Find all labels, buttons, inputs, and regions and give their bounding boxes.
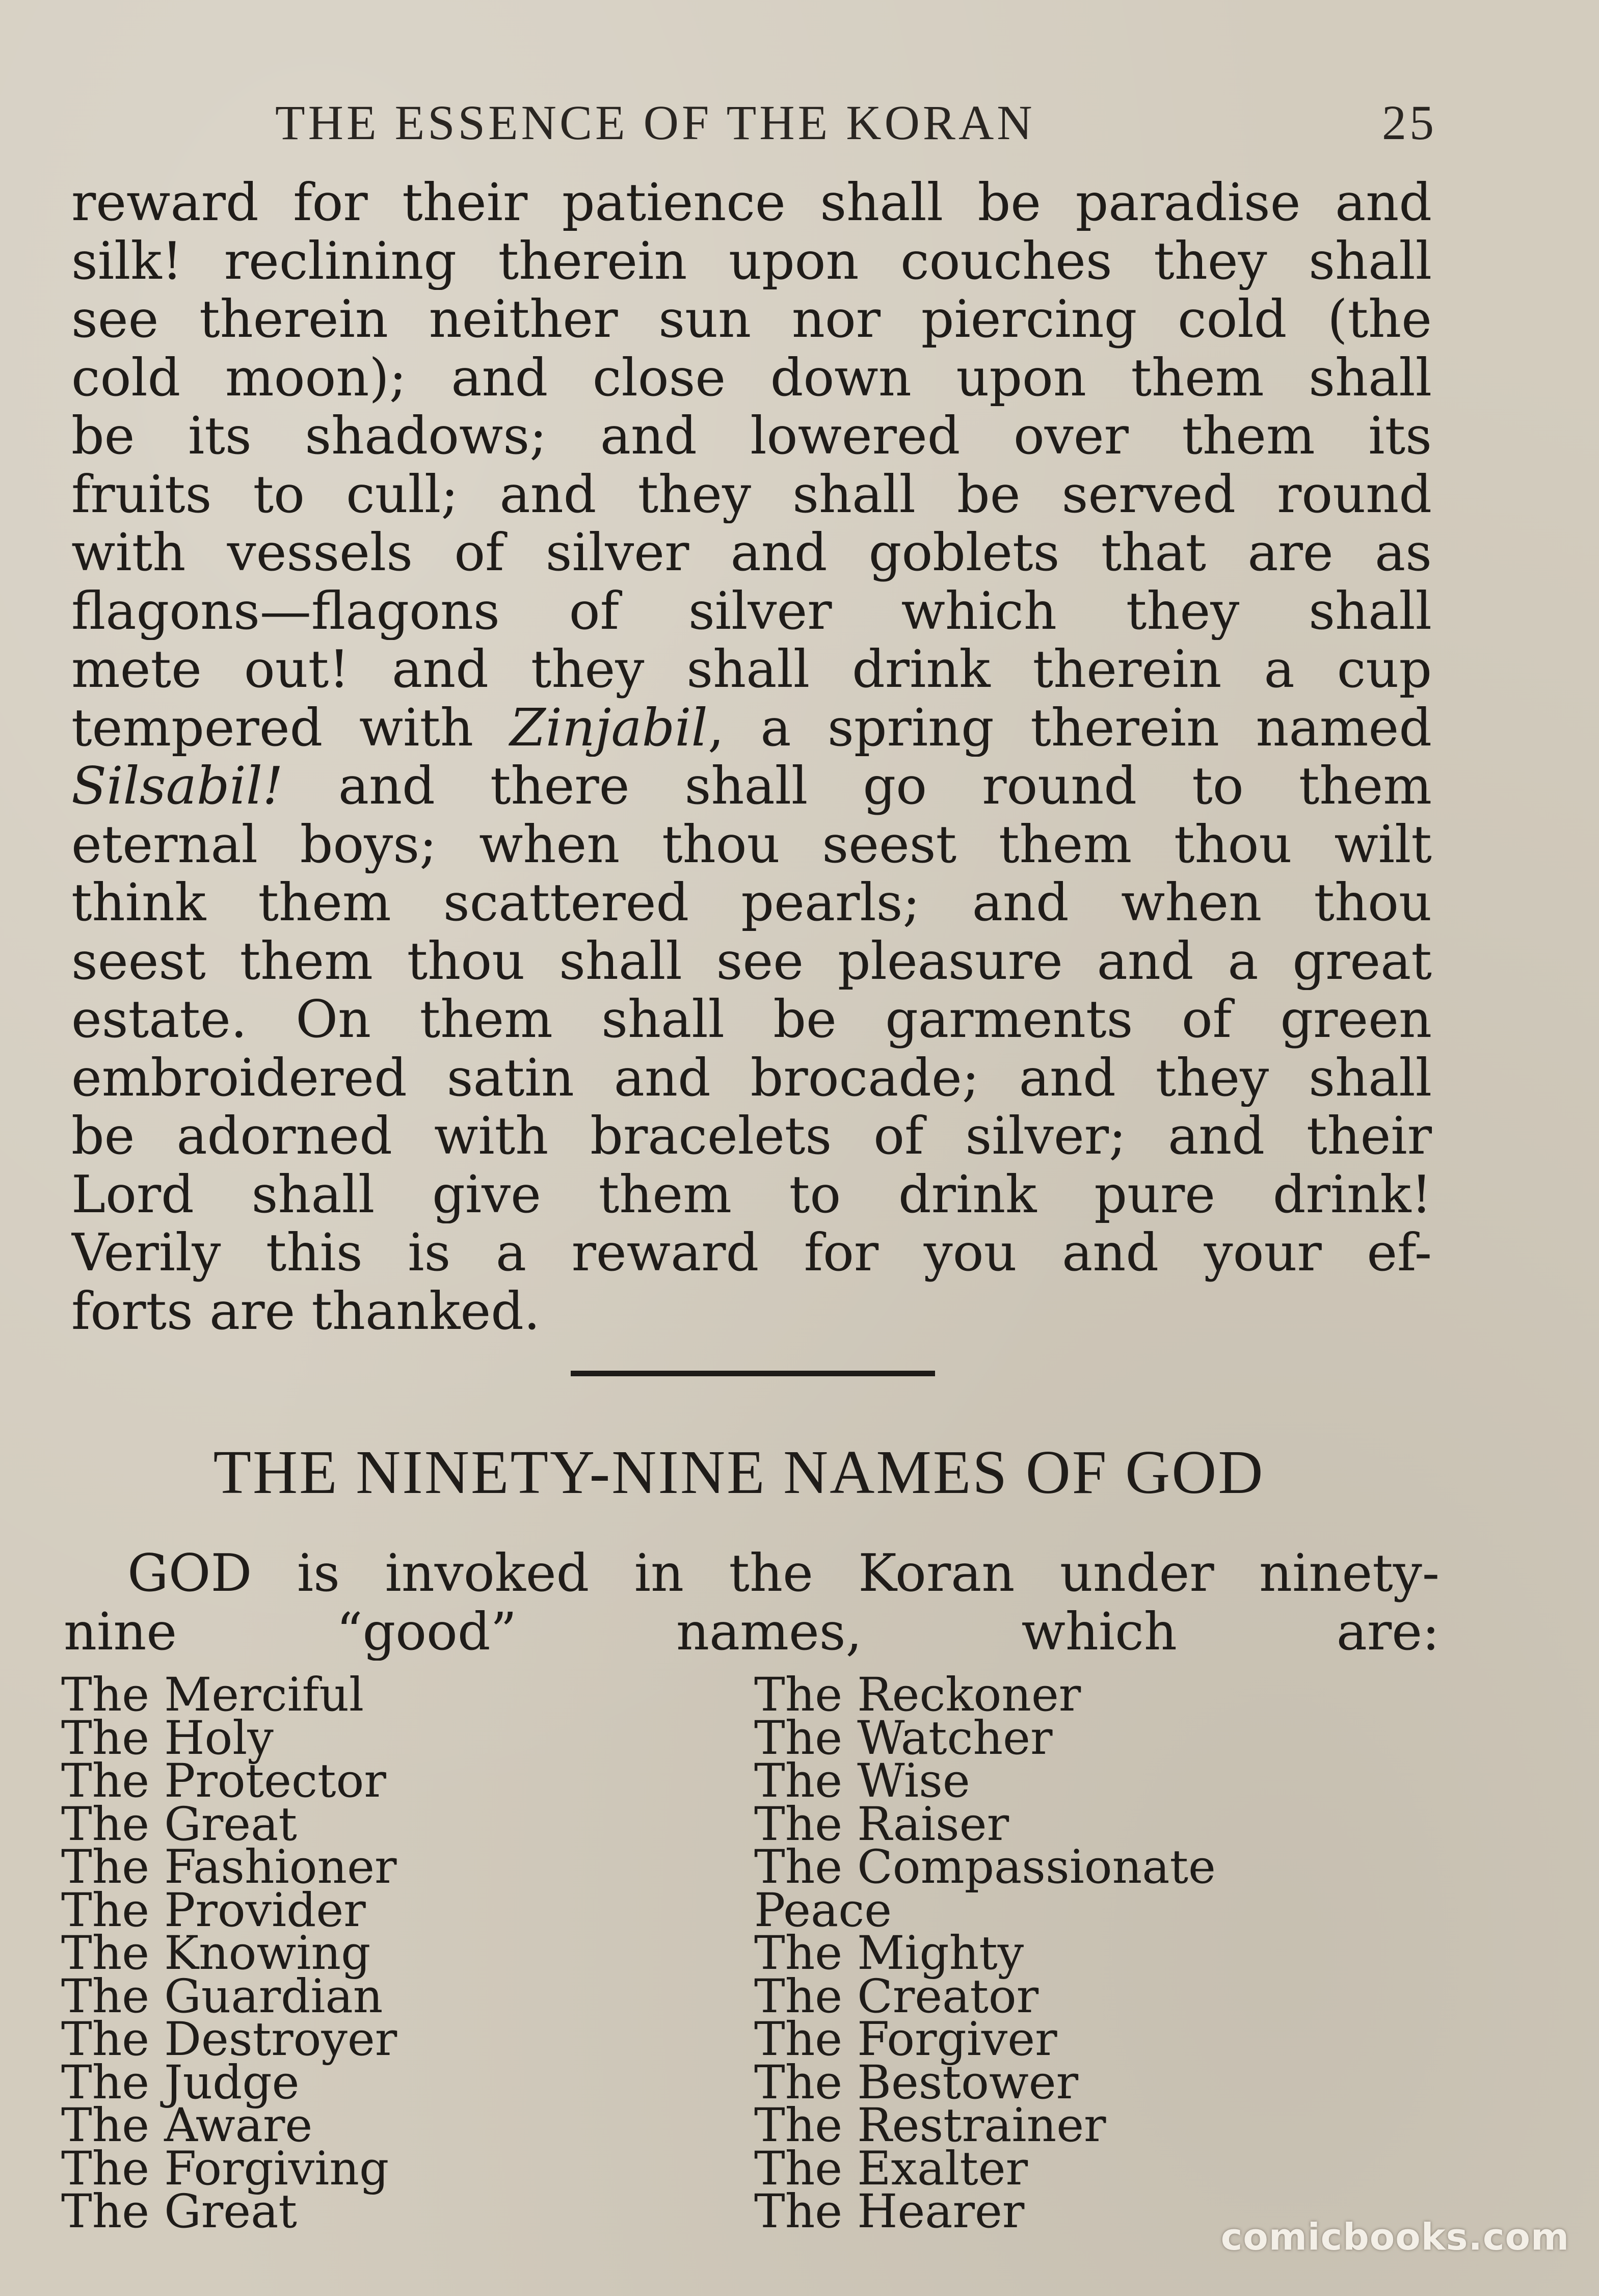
body-line: Verily this is a reward for you and your ef- bbox=[71, 1223, 1432, 1282]
body-line bbox=[71, 699, 1432, 757]
body-line: forts are thanked. bbox=[71, 1282, 540, 1340]
body-line: estate. On them shall be garments of green bbox=[71, 990, 1432, 1049]
body-line: flagons—flagons of silver which they shall bbox=[71, 581, 1432, 640]
intro-line: GOD is invoked in the Koran under ninety- bbox=[127, 1544, 1440, 1603]
name-item: The Judge bbox=[61, 2055, 300, 2110]
name-item: The Protector bbox=[61, 1754, 386, 1808]
body-line: seest them thou shall see pleasure and a great bbox=[71, 931, 1432, 990]
body-line: reward for their patience shall be paradise and bbox=[71, 173, 1432, 232]
running-header bbox=[275, 94, 1437, 150]
name-item: The Holy bbox=[61, 1711, 274, 1765]
name-item: The Exalter bbox=[754, 2142, 1028, 2196]
name-item: The Merciful bbox=[61, 1668, 364, 1722]
body-line: eternal boys; when thou seest them thou wilt bbox=[71, 815, 1432, 873]
body-line: Lord shall give them to drink pure drink! bbox=[71, 1165, 1432, 1223]
section-title: THE NINETY-NINE NAMES OF GOD bbox=[213, 1438, 1265, 1507]
name-item: The Great bbox=[61, 2185, 297, 2238]
body-line: be its shadows; and lowered over them its bbox=[71, 407, 1432, 465]
body-line-text: , a spring therein named bbox=[707, 698, 1432, 757]
name-item: The Aware bbox=[61, 2099, 313, 2152]
name-item: The Provider bbox=[61, 1883, 366, 1937]
italic-name: Silsabil! bbox=[71, 757, 283, 815]
names-list-left bbox=[61, 1668, 724, 2238]
watermark: comicbooks.com bbox=[1220, 2215, 1569, 2258]
name-item: The Compassionate bbox=[754, 1840, 1216, 1894]
body-line: fruits to cull; and they shall be served round bbox=[71, 465, 1432, 523]
body-paragraph bbox=[71, 173, 1432, 1360]
name-item: The Wise bbox=[754, 1754, 970, 1808]
name-item: The Watcher bbox=[754, 1711, 1053, 1765]
name-item: The Fashioner bbox=[61, 1840, 397, 1894]
name-item: The Creator bbox=[754, 1969, 1039, 2023]
body-line: with vessels of silver and goblets that are as bbox=[71, 523, 1432, 582]
names-list-right bbox=[754, 1668, 1417, 2238]
body-line: mete out! and they shall drink therein a cup bbox=[71, 640, 1432, 699]
name-item: The Bestower bbox=[754, 2055, 1079, 2110]
italic-name: Zinjabil bbox=[510, 698, 708, 757]
running-title: THE ESSENCE OF THE KORAN bbox=[275, 95, 1035, 150]
body-line: see therein neither sun nor piercing cold (the bbox=[71, 290, 1432, 349]
name-item: The Mighty bbox=[754, 1927, 1024, 1980]
name-item: The Forgiver bbox=[754, 2013, 1057, 2066]
body-line: embroidered satin and brocade; and they shall bbox=[71, 1048, 1432, 1107]
name-item: Peace bbox=[754, 1883, 892, 1937]
name-item: The Restrainer bbox=[754, 2099, 1106, 2152]
name-item: The Reckoner bbox=[754, 1668, 1081, 1722]
body-line-text: tempered with bbox=[71, 698, 510, 757]
body-line: silk! reclining therein upon couches they shall bbox=[71, 231, 1432, 290]
page-number: 25 bbox=[1382, 95, 1437, 150]
body-line: be adorned with bracelets of silver; and their bbox=[71, 1107, 1432, 1165]
intro-line: nine “good” names, which are: bbox=[64, 1602, 1440, 1661]
body-line bbox=[71, 757, 1432, 815]
section-intro bbox=[64, 1544, 1440, 1666]
name-item: The Raiser bbox=[754, 1797, 1009, 1851]
name-item: The Hearer bbox=[754, 2185, 1025, 2238]
name-item: The Destroyer bbox=[61, 2013, 397, 2066]
body-line: cold moon); and close down upon them shall bbox=[71, 348, 1432, 407]
name-item: The Great bbox=[61, 1797, 297, 1851]
body-line-text: and there shall go round to them bbox=[283, 757, 1432, 815]
body-line: think them scattered pearls; and when thou bbox=[71, 873, 1432, 932]
section-divider bbox=[571, 1371, 935, 1376]
name-item: The Forgiving bbox=[61, 2142, 389, 2196]
name-item: The Guardian bbox=[61, 1969, 383, 2023]
name-item: The Knowing bbox=[61, 1927, 371, 1980]
